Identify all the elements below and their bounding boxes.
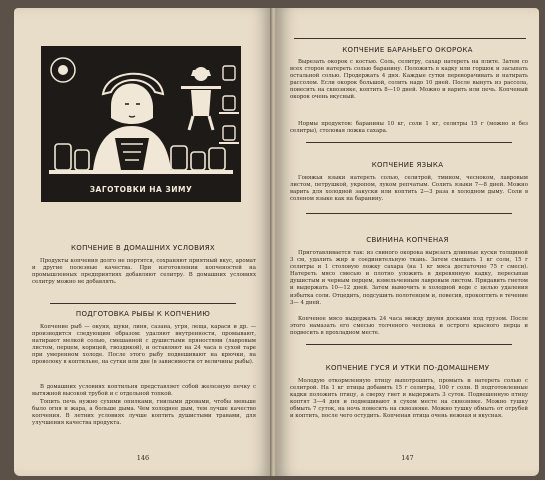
section-text-smoked-pork: Приготавливается так: из свиного окорока вырезать длинные куски толщиной 3 см, удалить жир и соединительную ткань. Затем смешать 1 кг соли, 15 г селитры и 1 столовую ложку сахара (на 1 кг мяса достаточно 75 г смеси). Натереть мясо смесью и плотно уложить в деревянную кадку, пересыпав душистым и черным перцем, измельченным лавровым листом. Придавить гнетом и выдержать 10—12 дней. Затем вымочить в холодной воде с целью удаления избытка соли. Отцедить, подсушить полотенцем и, повесив, прокоптить в течение 3— 4 дней. (290, 250, 528, 306)
section-title-tongue: КОПЧЕНИЕ ЯЗЫКА (371, 161, 444, 169)
section-divider (306, 142, 512, 143)
section-title-fish-prep: ПОДГОТОВКА РЫБЫ К КОПЧЕНИЮ (75, 310, 211, 318)
section-text-firing: Топить печь нужно сухими опилками, гнилыми дровами, чтобы меньше было огня и жара, а больше дыма. Чем холоднее дым, тем лучше качество копчения. В летних условиях лучше коптить душистыми травами, для улучшения качества продукта. (32, 399, 256, 427)
section-divider (50, 303, 236, 304)
section-divider (306, 213, 512, 214)
section-text-fish-prep: Копчение рыб — окуня, щуки, линя, сазана, угря, леща, караси и др. — производится следующим образом: удаляют внутренности, промывают, натирают мелкой солью, смешанной с душистыми пряностями (лавровым листом, перцем, корицей, гвоздикой), и оставляют на 24 часа в сухой таре при умеренном холоде. После этого рыбу подвешивают на крючки, на проволоку в коптильне, на сутки или две (в зависимости от величины рыбы). (32, 324, 256, 366)
left-page (14, 8, 272, 476)
winter-preserves-illustration (41, 46, 241, 202)
top-divider (294, 38, 526, 39)
section-title-smoked-pork: СВИНИНА КОПЧЕНАЯ (366, 236, 449, 244)
right-page (276, 8, 539, 476)
section-title-home-smoking: КОПЧЕНИЕ В ДОМАШНИХ УСЛОВИЯХ (71, 244, 215, 252)
section-text-smokehouse: В домашних условиях коптильня представляет собой железную печку с вытяжной высокой трубой и с отдельной топкой. (32, 384, 256, 398)
section-text-goose-duck: Молодую откормленную птицу выпотрошить, промыть и натереть солью с селитрой. На 1 кг птицы добавить 15 г селитры, 100 г соли. В подготовленные кадки положить птицу, а сверху гнет и выдержать 3 суток. Подвешенную птицу коптят 3—4 дня и подвешивают в сухом месте на сквозняке. Можно тушку обмыть 7 суток, на ночь повесить на сквозняке. Можно тушку обмыть от отрубей и коптить, после чего остудить. Копченая птица очень нежная и вкусная. (290, 378, 528, 420)
woman-with-jars-drawing (41, 46, 241, 202)
illustration-caption: ЗАГОТОВКИ НА ЗИМУ (89, 185, 193, 194)
page-number-right: 147 (401, 454, 414, 462)
page-number-left: 146 (136, 454, 150, 462)
section-text-home-smoking: Продукты копчения долго не портятся, сохраняют приятный вкус, аромат и другие полезные качества. При изготовлении копченостей на промышленных предприятиях добавляют селитру. В домашних условиях селитру можно не добавлять. (32, 258, 256, 286)
section-text-smoked-pork-aging: Копченое мясо выдержать 24 часа между двумя досками под грузом. После этого намазать его смесью толченого чеснока и острого красного перца и подвесить в прохладном месте. (290, 316, 528, 337)
section-text-mutton-ham: Вырезать окорок с костью. Соль, селитру, сахар натереть на плите. Затем со всех сторон натереть солью баранину. Положить в кадку или горшок и засыпать остальной солью. Продержать 4 дня. Каждые сутки переворачивать и натирать рассолом. Если окорок большой, солить надо 10 дней. После вынуть из рассола, повесить на сквозняке, коптить 8—10 дней. Можно и варить или печь. Копченый окорок очень вкусный. (290, 59, 528, 101)
section-divider (306, 344, 512, 345)
section-text-tongue: Говяжьи языки натереть солью, селитрой, тмином, чесноком, лавровым листом, петрушкой, укропом, луком репчатым. Солить языки 7—8 дней. Можно варить для холодной закуски или коптить 2—3 раза в холодном дыму. Соли в соленом языке как на баранину. (290, 175, 528, 203)
section-title-mutton-ham: КОПЧЕНИЕ БАРАНЬЕГО ОКОРОКА (342, 46, 473, 54)
section-title-goose-duck: КОПЧЕНИЕ ГУСЯ И УТКИ ПО-ДОМАШНЕМУ (325, 364, 490, 372)
section-norms-mutton-ham: Нормы продуктов: баранины 10 кг, соли 1 кг, селитры 15 г (можно и без селитры), столовая ложка сахара. (290, 121, 528, 135)
